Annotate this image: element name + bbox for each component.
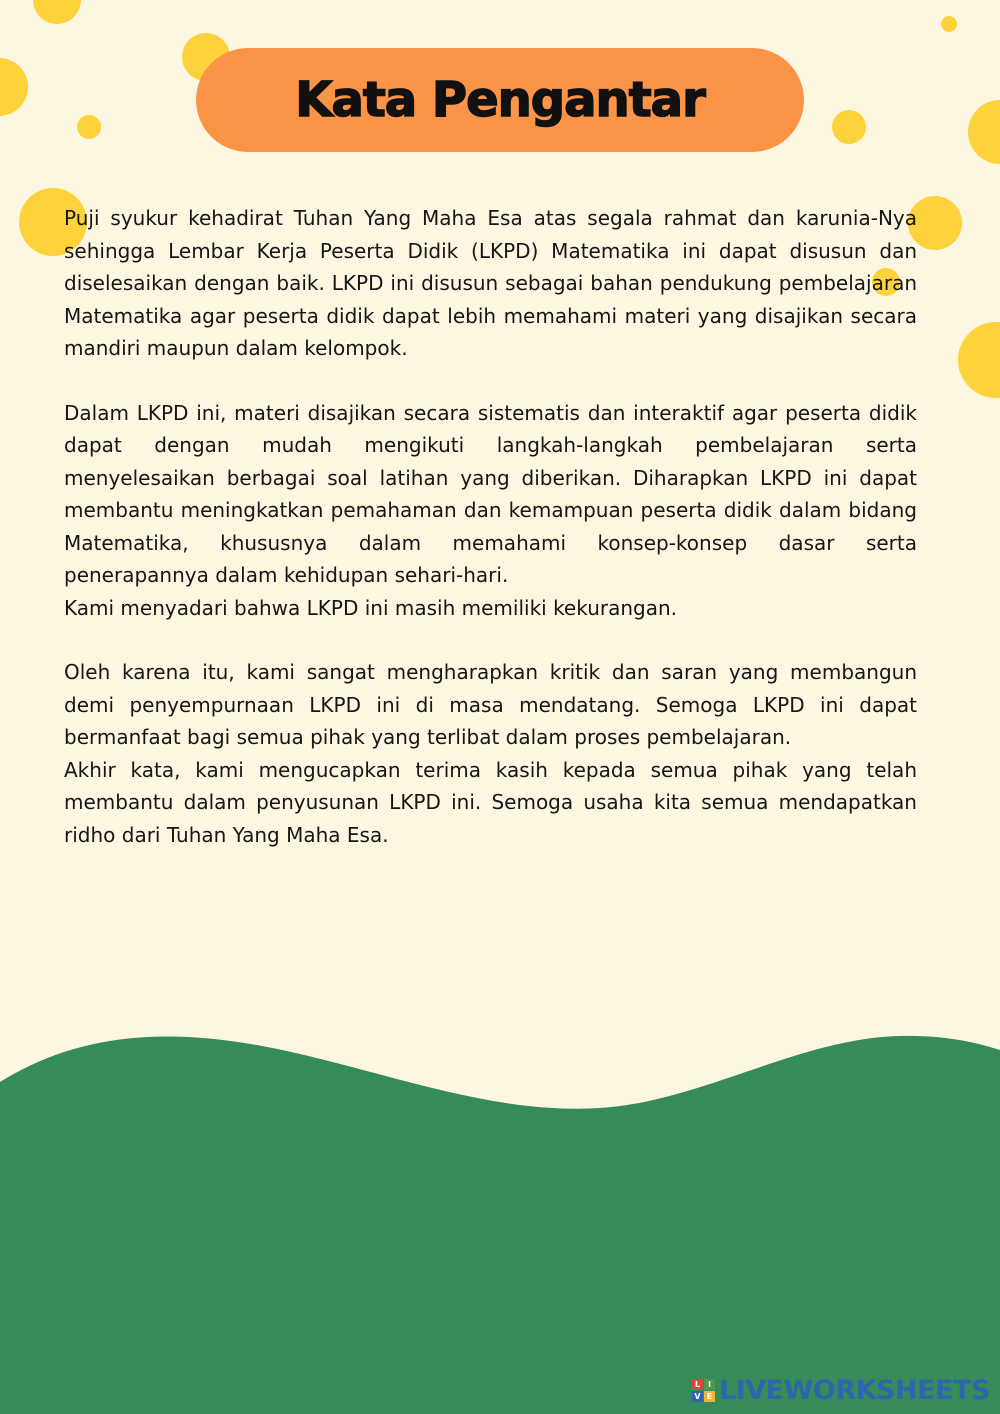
brand-name: LIVEWORKSHEETS [719,1374,990,1406]
paragraph: Oleh karena itu, kami sangat mengharapkan kritik dan saran yang membangun demi penyempurnaan LKPD ini di masa mendatang. Semoga LKPD ini dapat bermanfaat bagi semua pihak yang terlibat dalam proses pembelajaran. [64,660,917,749]
page-title: Kata Pengantar [295,72,705,128]
liveworksheets-brand [692,1373,990,1407]
green-wave [0,1030,1000,1414]
decor-dot [33,0,81,24]
logo-tile: I [704,1379,715,1390]
liveworksheets-logo [692,1379,715,1402]
logo-tile: V [692,1391,703,1402]
title-banner [196,48,804,152]
decor-dot [941,16,957,32]
decor-dot [832,110,866,144]
decor-dot [958,322,1000,398]
decor-dot [0,58,28,116]
wave-shape [0,1036,1000,1414]
preface-text [64,202,917,851]
logo-tile: L [692,1379,703,1390]
decor-dot [77,115,101,139]
decor-dot [968,100,1000,164]
paragraph: Dalam LKPD ini, materi disajikan secara sistematis dan interaktif agar peserta didik dapat dengan mudah mengikuti langkah-langkah pembelajaran serta menyelesaikan berbagai soal latihan yang diberikan. Diharapkan LKPD ini dapat membantu meningkatkan pemahaman dan kemampuan peserta didik dalam bidang Matematika, khususnya dalam memahami konsep-konsep dasar serta penerapannya dalam kehidupan sehari-hari. [64,400,917,587]
paragraph-gap [64,624,917,656]
paragraph: Kami menyadari bahwa LKPD ini masih memiliki kekurangan. [64,595,678,620]
paragraph-gap [64,365,917,397]
paragraph: Puji syukur kehadirat Tuhan Yang Maha Esa atas segala rahmat dan karunia-Nya sehingga Lembar Kerja Peserta Didik (LKPD) Matematika ini dapat disusun dan diselesaikan dengan baik. LKPD ini disusun sebagai bahan pendukung pembelajaran Matematika agar peserta didik dapat lebih memahami materi yang disajikan secara mandiri maupun dalam kelompok. [64,206,917,360]
logo-tile: E [704,1391,715,1402]
paragraph: Akhir kata, kami mengucapkan terima kasih kepada semua pihak yang telah membantu dalam penyusunan LKPD ini. Semoga usaha kita semua mendapatkan ridho dari Tuhan Yang Maha Esa. [64,757,917,847]
